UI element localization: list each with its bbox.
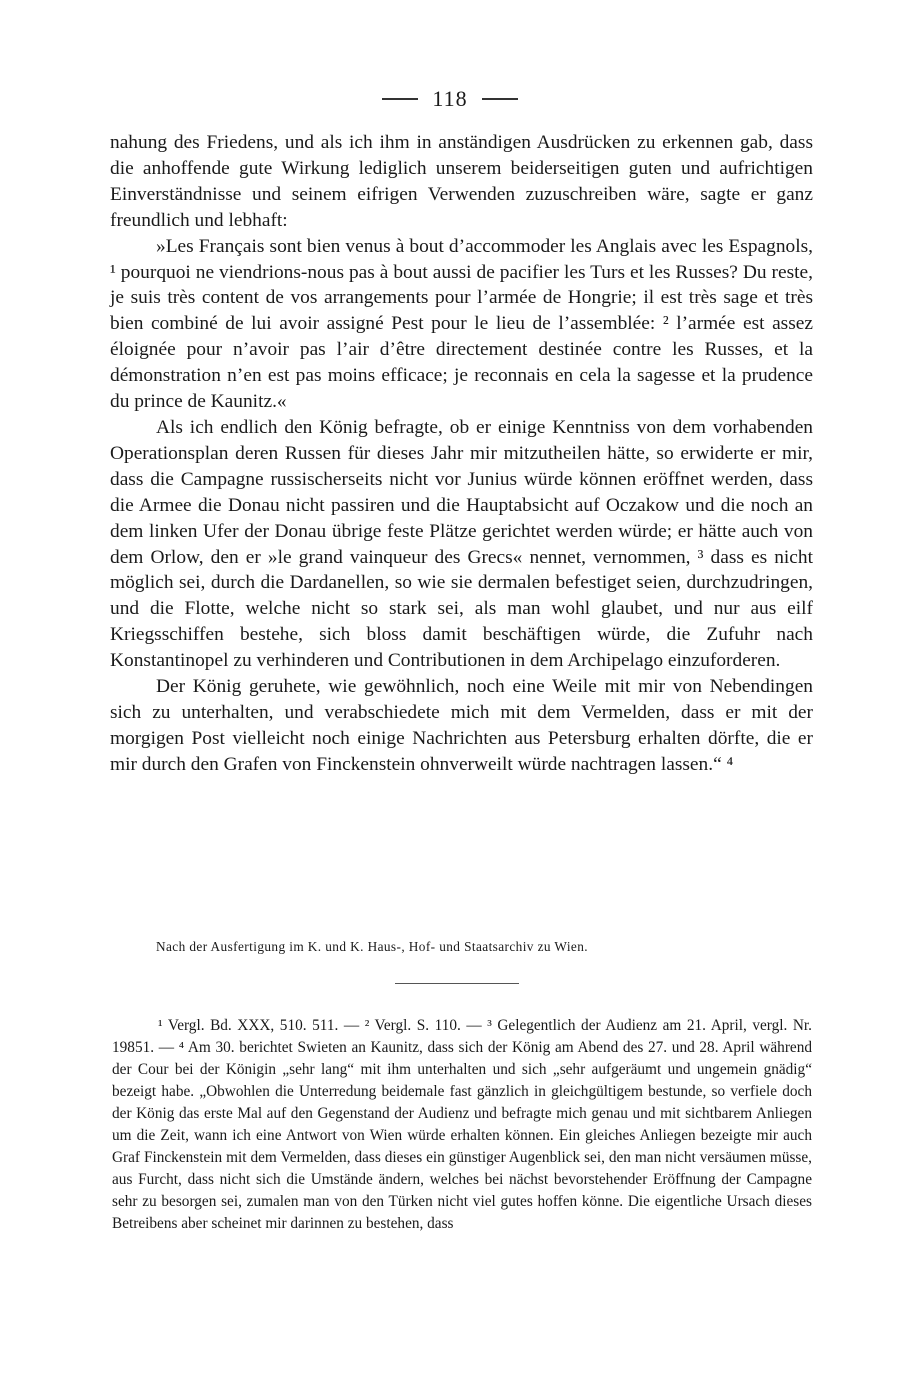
paragraph-4: Der König geruhete, wie gewöhnlich, noch eine Weile mit mir von Nebendingen sich zu unterhalten, und verabschiedete mich mit dem Vermelden, dass er mit der morgigen Post vielleicht noch einige Nachrichten aus Petersburg erhalten dörfte, die er mir durch den Grafen von Finckenstein ohnverweilt würde nachtragen lassen.“ ⁴ [110, 676, 813, 775]
paragraph-1: nahung des Friedens, und als ich ihm in anständigen Ausdrücken zu erkennen gab, dass die anhoffende gute Wirkung lediglich unserem beiderseitigen guten und aufrichtigen Einverständnisse und seinem eifrigen Verwenden zuzuschreiben wäre, sagte er ganz freundlich und lebhaft: [110, 132, 813, 231]
footnotes [112, 1015, 812, 1235]
main-text [110, 130, 813, 778]
header-dash-left [382, 98, 418, 100]
header-dash-right [482, 98, 518, 100]
page-number: 118 [432, 86, 468, 111]
footnote-text: ¹ Vergl. Bd. XXX, 510. 511. — ² Vergl. S. 110. — ³ Gelegentlich der Audienz am 21. April, vergl. Nr. 19851. — ⁴ Am 30. berichtet Swieten an Kaunitz, dass sich der König am Abend des 27. und 28. April während der Cour bei der Königin „sehr lang“ mit ihm unterhalten und sich „sehr aufgeräumt und ungemein gnädig“ bezeigt habe. „Obwohlen die Unterredung beidemale fast gänzlich in gleichgültigem bestunde, so verfiele doch der König das erste Mal auf den Gegenstand der Audienz und befragte mich genau und mit sichtbarem Anliegen um die Zeit, wann ich eine Antwort von Wien würde erhalten können. Ein gleiches Anliegen bezeigte mir auch Graf Finckenstein mit dem Vermelden, dass dieses ein günstiger Augenblick sei, den man nicht versäumen müsse, aus Furcht, dass nicht sich die Umstände ändern, welches bei nächst bevorstehender Eröffnung der Campagne sehr zu besorgen sei, zumalen man von den Türken nicht viel gutes hoffen könne. Die eigentliche Ursach dieses Betreibens aber scheinet mir darinnen zu bestehen, dass [112, 1017, 812, 1232]
paragraph-3: Als ich endlich den König befragte, ob er einige Kenntniss von dem vorhabenden Operationsplan deren Russen für dieses Jahr mir mitzutheilen hätte, so erwiderte er mir, dass die Campagne russischerseits nicht vor Junius würde können eröffnet werden, dass die Armee die Donau nicht passiren und die Hauptabsicht auf Oczakow und die noch an dem linken Ufer der Donau übrige feste Plätze gerichtet werden würde; er hätte auch von dem Orlow, den er »le grand vainqueur des Grecs« nennet, vernommen, ³ dass es nicht möglich sei, durch die Dardanellen, so wie sie dermalen befestiget seien, durchzudringen, und die Flotte, welche nicht so stark sei, als man wohl glaubet, und nur aus eilf Kriegsschiffen bestehe, sich bloss damit beschäftigen würde, die Zufuhr nach Konstantinopel zu verhinderen und Contributionen in dem Archipelago einzuforderen. [110, 416, 813, 672]
source-note: Nach der Ausfertigung im K. und K. Haus-, Hof- und Staatsarchiv zu Wien. [156, 939, 589, 954]
page-header [0, 86, 900, 112]
footnote-separator [395, 983, 519, 984]
paragraph-2-french-quote: »Les Français sont bien venus à bout d’accommoder les Anglais avec les Espagnols, ¹ pourquoi ne viendrions-nous pas à bout aussi de pacifier les Turs et les Russes? Du reste, je suis très content de vos arrangements pour l’armée de Hongrie; il est très sage et très bien combiné de lui avoir assigné Pest pour le lieu de l’assemblée: ² l’armée est assez éloignée pour n’avoir pas l’air d’être directement destinée contre les Russes, et la démonstration n’en est pas moins efficace; je reconnais en cela la sagesse et la prudence du prince de Kaunitz.« [110, 235, 813, 413]
